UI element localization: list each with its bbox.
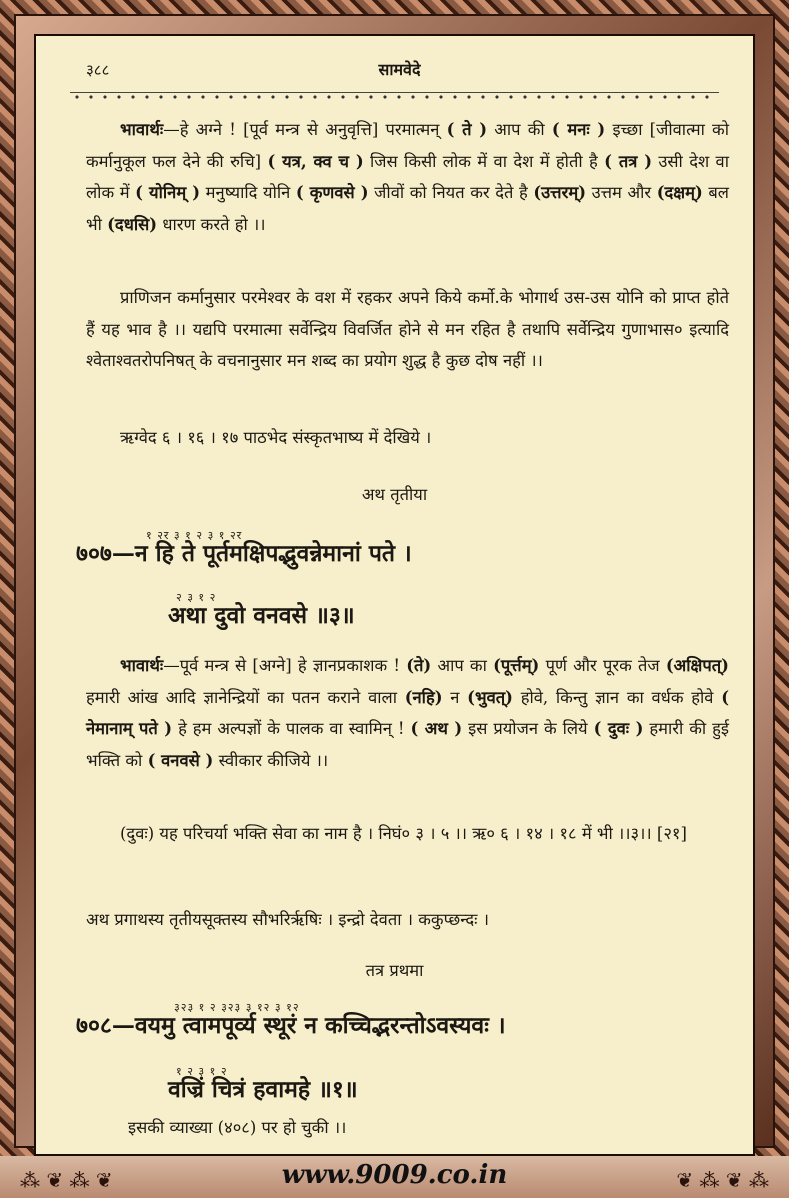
note-paragraph: (दुवः) यह परिचर्या भक्ति सेवा का नाम है । निघं० ३ । ५ ।। ऋ० ६ । १४ । १८ में भी ।।३।। [२१] bbox=[120, 824, 687, 843]
page-number: ३८८ bbox=[86, 61, 110, 79]
ornamental-rule bbox=[70, 92, 719, 101]
pragatha-paragraph: अथ प्रगाथस्य तृतीयसूक्तस्य सौभरिर्ऋषिः । इन्द्रो देवता । ककुप्छन्दः । bbox=[86, 910, 489, 929]
svara-marks-707-line2: २ ३ १ २ bbox=[176, 591, 217, 604]
mantra-707-line2: अथा दुवो वनवसे ॥३॥ bbox=[168, 602, 355, 629]
svara-marks-707-line1: १ २र ३ १ २ ३ १ २र bbox=[146, 529, 243, 542]
bhavartha-label: भावार्थः bbox=[120, 120, 164, 139]
section-heading-atha-tritiya: अथ तृतीया bbox=[361, 485, 428, 504]
website-url-footer[interactable]: www.9009.co.in bbox=[281, 1160, 508, 1190]
page-title: सामवेदे bbox=[378, 60, 421, 79]
book-page bbox=[34, 34, 755, 1156]
left-ornament: ⁂ ❦ ⁂ ❦ bbox=[20, 1168, 113, 1192]
bhavartha-paragraph-1: भावार्थः—हे अग्ने ! [पूर्व मन्त्र से अनुवृत्ति] परमात्मन् ( ते ) आप की ( मनः ) इच्छा [जीवात्मा को कर्मानुकूल फल देने की रुचि] ( यत्र, क्व च ) जिस किसी लोक में वा देश में होती है ( तत्र ) उसी देश वा लोक में ( योनिम् ) मनुष्यादि योनि ( कृणवसे ) जीवों को नियत कर देते है (उत्तरम्) उत्तम और (दक्षम्) बल भी (दधसि) धारण करते हो ।। bbox=[86, 120, 730, 234]
svara-marks-708-line1: ३२३ १ २ ३२३ ३ १२ ३ १२ bbox=[174, 1001, 300, 1014]
bhavartha-paragraph-2: भावार्थः—पूर्व मन्त्र से [अग्ने] हे ज्ञानप्रकाशक ! (ते) आप का (पूर्त्तम्) पूर्ण और पूरक तेज (अक्षिपत्) हमारी आंख आदि ज्ञानेन्द्रियों का पतन कराने वाला (नहि) न (भुवत्) होवे, किन्तु ज्ञान का वर्धक होवे ( नेमानाम् पते ) हे हम अल्पज्ञों के पालक वा स्वामिन् ! ( अथ ) इस प्रयोजन के लिये ( दुवः ) हमारी की हुई भक्ति को ( वनवसे ) स्वीकार कीजिये ।। bbox=[86, 656, 730, 770]
reference-paragraph: ऋग्वेद ६ । १६ । १७ पाठभेद संस्कृतभाष्य में देखिये । bbox=[120, 428, 432, 447]
explanation-paragraph: प्राणिजन कर्मानुसार परमेश्वर के वश में रहकर अपने किये कर्मो.के भोगार्थ उस-उस योनि को प्राप्त होते हैं यह भाव है ।। यद्यपि परमात्मा सर्वेन्द्रिय विवर्जित होने से मन रहित है तथापि सर्वेन्द्रिय गुणाभास० इत्यादि श्वेताश्वतरोपनिषत् के वचनानुसार मन शब्द का प्रयोग शुद्ध है कुछ दोष नहीं ।। bbox=[86, 288, 729, 370]
right-ornament: ❦ ⁂ ❦ ⁂ bbox=[676, 1168, 769, 1192]
section-heading-tatra-prathama: तत्र प्रथमा bbox=[365, 961, 424, 980]
page-header bbox=[86, 58, 713, 82]
mantra-708-line1: ७०८—वयमु त्वामपूर्व्य स्थूरं न कच्चिद्भरन्तोऽवस्यवः । bbox=[76, 1012, 506, 1039]
mantra-707-line1: ७०७—न हि ते पूर्तमक्षिपद्भुवन्नेमानां पते । bbox=[76, 540, 412, 567]
svara-marks-708-line2: १ २ ३ १ २ bbox=[176, 1065, 228, 1078]
closing-note: इसकी व्याख्या (४०८) पर हो चुकी ।। bbox=[128, 1118, 347, 1137]
mantra-708-line2: वज्रिं चित्रं हवामहे ॥१॥ bbox=[168, 1076, 358, 1103]
